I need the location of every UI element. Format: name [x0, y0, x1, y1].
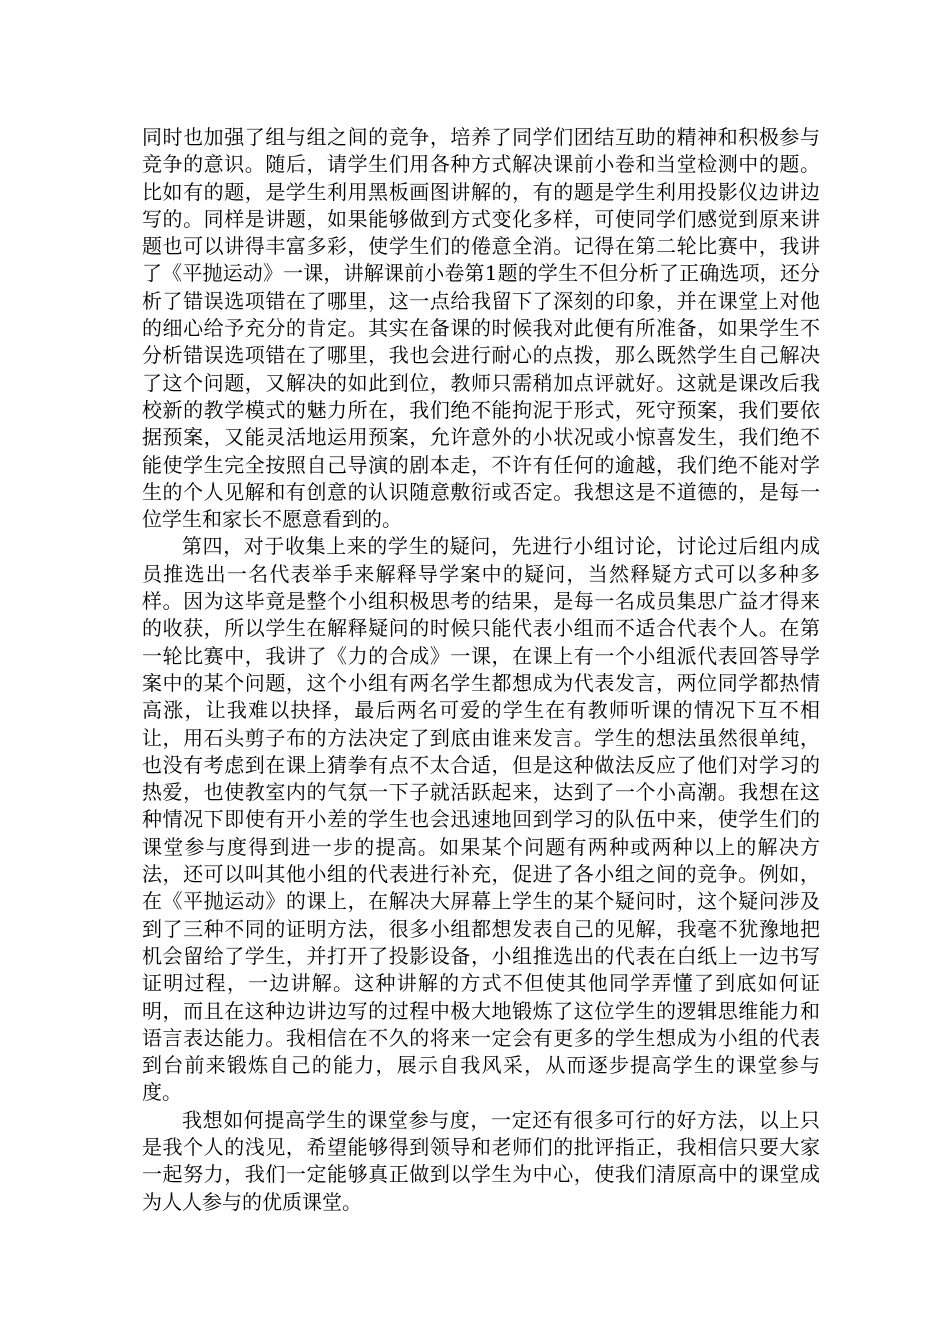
paragraph-conclusion: 我想如何提高学生的课堂参与度，一定还有很多可行的好方法，以上只是我个人的浅见，希望能够得到领导和老师们的批评指正，我相信只要大家一起努力，我们一定能够真正做到以学生为中心，使我们清原高中的课堂成为人人参与的优质课堂。 [142, 1107, 820, 1214]
paragraph-fourth-point: 第四，对于收集上来的学生的疑问，先进行小组讨论，讨论过后组内成员推选出一名代表举手来解释导学案中的疑问，当然释疑方式可以多种多样。因为这毕竟是整个小组积极思考的结果，是每一名成员集思广益才得来的收获，所以学生在解释疑问的时候只能代表小组而不适合代表个人。在第一轮比赛中，我讲了《力的合成》一课，在课上有一个小组派代表回答导学案中的某个问题，这个小组有两名学生都想成为代表发言，两位同学都热情高涨，让我难以抉择，最后两名可爱的学生在有教师听课的情况下互不相让，用石头剪子布的方法决定了到底由谁来发言。学生的想法虽然很单纯，也没有考虑到在课上猜拳有点不太合适，但是这种做法反应了他们对学习的热爱，也使教室内的气氛一下子就活跃起来，达到了一个小高潮。我想在这种情况下即使有开小差的学生也会迅速地回到学习的队伍中来，使学生们的课堂参与度得到进一步的提高。如果某个问题有两种或两种以上的解决方法，还可以叫其他小组的代表进行补充，促进了各小组之间的竞争。例如，在《平抛运动》的课上，在解决大屏幕上学生的某个疑问时，这个疑问涉及到了三种不同的证明方法，很多小组都想发表自己的见解，我毫不犹豫地把机会留给了学生，并打开了投影设备，小组推选出的代表在白纸上一边书写证明过程，一边讲解。这种讲解的方式不但使其他同学弄懂了到底如何证明，而且在这种边讲边写的过程中极大地锻炼了这位学生的逻辑思维能力和语言表达能力。我相信在不久的将来一定会有更多的学生想成为小组的代表到台前来锻炼自己的能力，展示自我风采，从而逐步提高学生的课堂参与度。 [142, 534, 820, 1105]
document-body [142, 124, 820, 1216]
paragraph-continuation: 同时也加强了组与组之间的竞争，培养了同学们团结互助的精神和积极参与竞争的意识。随后，请学生们用各种方式解决课前小卷和当堂检测中的题。比如有的题，是学生利用黑板画图讲解的，有的题是学生利用投影仪边讲边写的。同样是讲题，如果能够做到方式变化多样，可使同学们感觉到原来讲题也可以讲得丰富多彩，使学生们的倦意全消。记得在第二轮比赛中，我讲了《平抛运动》一课，讲解课前小卷第1题的学生不但分析了正确选项，还分析了错误选项错在了哪里，这一点给我留下了深刻的印象，并在课堂上对他的细心给予充分的肯定。其实在备课的时候我对此便有所准备，如果学生不分析错误选项错在了哪里，我也会进行耐心的点拨，那么既然学生自己解决了这个问题，又解决的如此到位，教师只需稍加点评就好。这就是课改后我校新的教学模式的魅力所在，我们绝不能拘泥于形式，死守预案，我们要依据预案，又能灵活地运用预案，允许意外的小状况或小惊喜发生，我们绝不能使学生完全按照自己导演的剧本走，不许有任何的逾越，我们绝不能对学生的个人见解和有创意的认识随意敷衍或否定。我想这是不道德的，是每一位学生和家长不愿意看到的。 [142, 125, 820, 532]
